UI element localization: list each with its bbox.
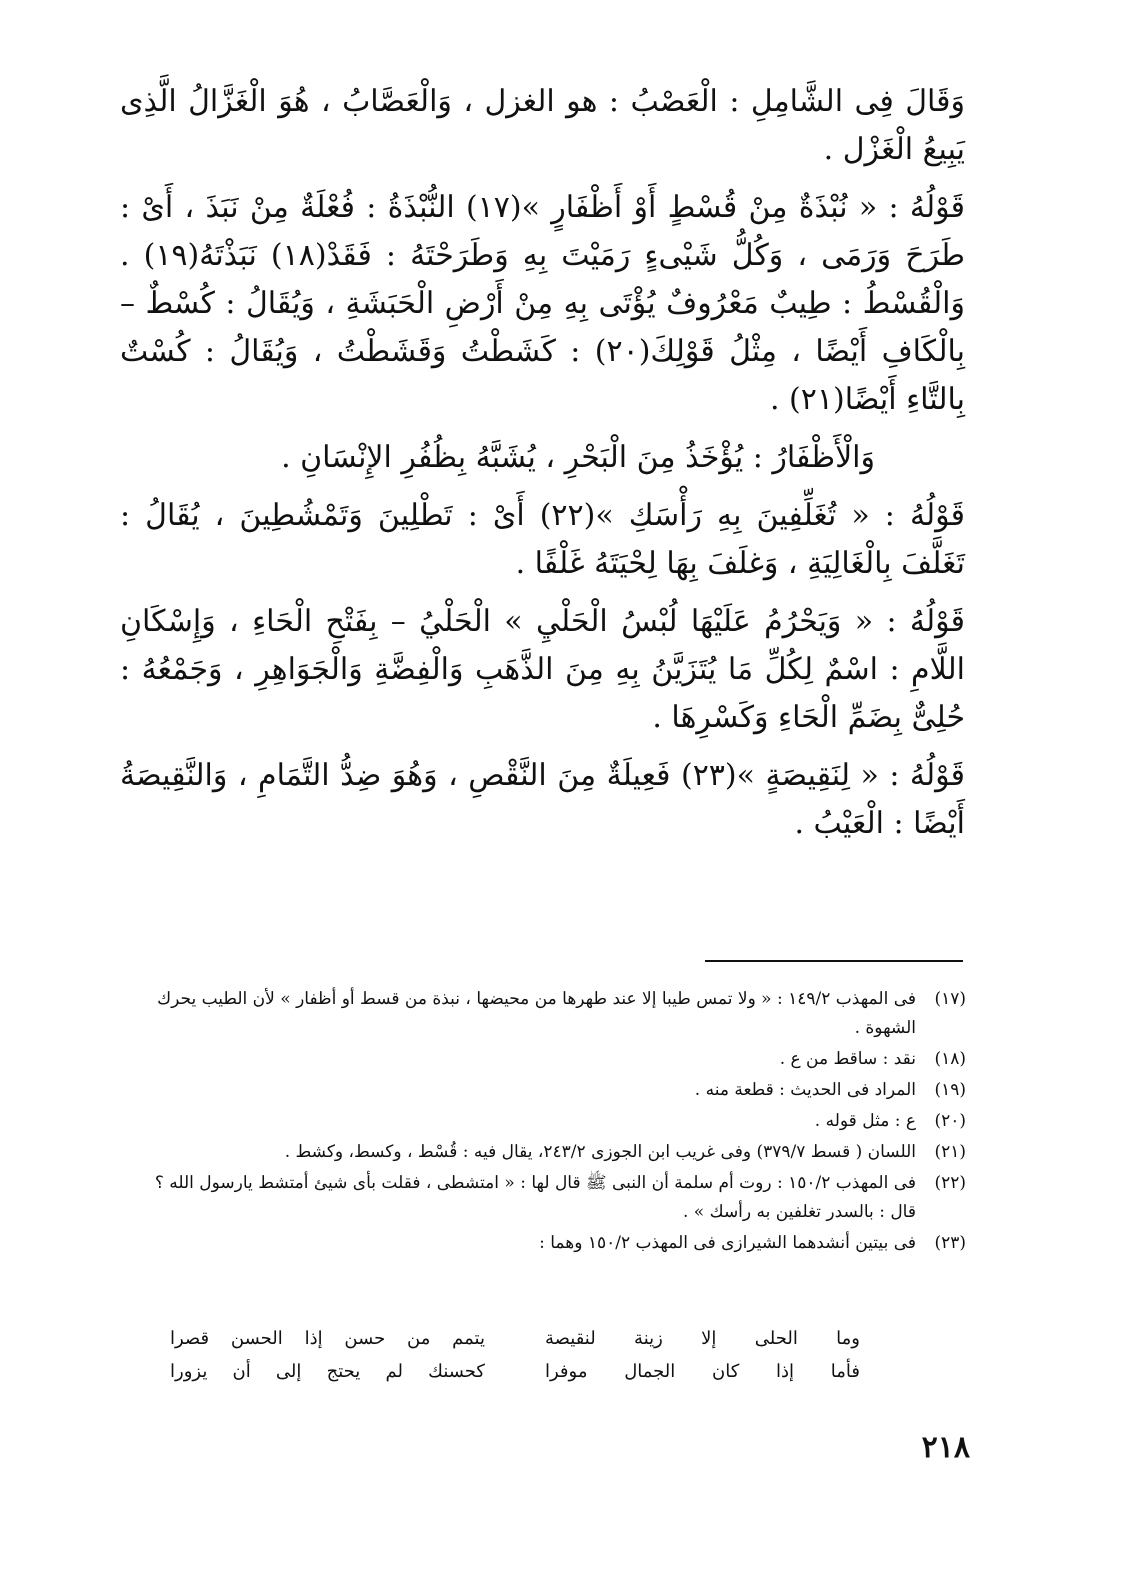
footnote-number: (١٧) bbox=[934, 989, 966, 1009]
footnote-number: (٢٠) bbox=[934, 1111, 966, 1131]
paragraph-shamil: وَقَالَ فِى الشَّامِلِ : الْعَصْبُ : هو الغزل ، وَالْعَصَّابُ ، هُوَ الْغَزَّالُ الَّذِى يَبِيعُ الْغَزْل . bbox=[120, 84, 965, 167]
paragraph-azfar: وَالْأَظْفَارُ : يُؤْخَذُ مِنَ الْبَحْرِ ، يُشَبَّهُ بِظُفُرِ الإِنْسَانِ . bbox=[281, 440, 875, 475]
poem-verse bbox=[170, 1322, 860, 1355]
page-number: ٢١٨ bbox=[921, 1430, 970, 1465]
footnote-17 bbox=[128, 985, 966, 1043]
paragraph-tughallifin: قَوْلُهُ : « تُغَلِّفِينَ بِهِ رَأْسَكِ »(٢٢) أَىْ : تَطْلِينَ وَتَمْشُطِينَ ، يُقَالُ : تَغَلَّفَ بِالْغَالِيَةِ ، وَغلَفَ بِهَا لِحْيَتَهُ غَلْفًا . bbox=[120, 498, 966, 581]
footnote-19 bbox=[128, 1076, 966, 1105]
main-text bbox=[120, 78, 965, 858]
footnote-text: فى المهذب ١٤٩/٢ : « ولا تمس طيبا إلا عند طهرها من محيضها ، نبذة من قسط أو أظفار » لأن الطيب يحرك الشهوة . bbox=[157, 989, 916, 1038]
footnote-number: (٢٣) bbox=[934, 1233, 966, 1253]
verse-second-hemistich: كحسنك لم يحتج إلى أن يزورا bbox=[170, 1361, 485, 1382]
verse-second-hemistich: يتمم من حسن إذا الحسن قصرا bbox=[170, 1328, 485, 1349]
poem-verse bbox=[170, 1355, 860, 1388]
footnote-text: فى بيتين أنشدهما الشيرازى فى المهذب ١٥٠/٢ وهما : bbox=[539, 1233, 916, 1253]
footnote-number: (١٨) bbox=[934, 1049, 966, 1069]
footnote-number: (٢١) bbox=[934, 1142, 966, 1162]
footnote-text: ع : مثل قوله . bbox=[814, 1111, 916, 1131]
footnote-number: (٢٢) bbox=[934, 1173, 966, 1193]
footnote-18 bbox=[128, 1045, 966, 1074]
footnote-text: اللسان ( قسط ٣٧٩/٧) وفى غريب ابن الجوزى ٢٤٣/٢، يقال فيه : قُسْط ، وكسط، وكشط . bbox=[284, 1142, 916, 1162]
footnote-21 bbox=[128, 1138, 966, 1167]
footnote-number: (١٩) bbox=[934, 1080, 966, 1100]
paragraph-nubdha: قَوْلُهُ : « نُبْذَةٌ مِنْ قُسْطٍ أَوْ أَظْفَارٍ »(١٧) النُّبْذَةُ : فُعْلَةٌ مِنْ نَبَذَ ، أَىْ : طَرَحَ وَرَمَى ، وَكُلُّ شَيْىءٍ رَمَيْتَ بِهِ وَطَرَحْتَهُ : فَقَدْ(١٨) نَبَذْتَهُ(١٩) . وَالْقُسْطُ : طِيبٌ مَعْرُوفٌ يُؤْتَى بِهِ مِنْ أَرْضِ الْحَبَشَةِ ، وَيُقَالُ : كُسْطٌ – بِالْكَافِ أَيْضًا ، مِثْلُ قَوْلِكَ(٢٠) : كَشَطْتُ وَقَشَطْتُ ، وَيُقَالُ : كُسْتٌ بِالتَّاءِ أَيْضًا(٢١) . bbox=[120, 190, 966, 417]
footnote-text: نقد : ساقط من ع . bbox=[779, 1049, 916, 1069]
footnote-text: فى المهذب ١٥٠/٢ : روت أم سلمة أن النبى ﷺ قال لها : « امتشطى ، فقلت بأى شيئ أمتشط يارسول الله ؟ قال : بالسدر تغلفين به رأسك » . bbox=[154, 1173, 916, 1222]
verse-first-hemistich: فأما إذا كان الجمال موفرا bbox=[545, 1361, 860, 1382]
paragraph-naqisa: قَوْلُهُ : « لِنَقِيصَةٍ »(٢٣) فَعِيلَةٌ مِنَ النَّقْصِ ، وَهُوَ ضِدُّ التَّمَامِ ، وَالنَّقِيصَةُ أَيْضًا : الْعَيْبُ . bbox=[120, 758, 965, 841]
poem-verses bbox=[170, 1322, 860, 1388]
paragraph-hali: قَوْلُهُ : « وَيَحْرُمُ عَلَيْهَا لُبْسُ الْحَلْيِ » الْحَلْيُ – بِفَتْحِ الْحَاءِ ، وَإِسْكَانِ اللَّامِ : اسْمٌ لِكُلِّ مَا يُتَزَيَّنُ بِهِ مِنَ الذَّهَبِ وَالْفِضَّةِ وَالْجَوَاهِرِ ، وَجَمْعُهُ : حُلِىٌّ بِضَمِّ الْحَاءِ وَكَسْرِهَا . bbox=[120, 604, 965, 735]
verse-first-hemistich: وما الحلى إلا زينة لنقيصة bbox=[545, 1328, 860, 1349]
footnote-22 bbox=[128, 1169, 966, 1227]
footnote-separator bbox=[705, 960, 963, 962]
footnote-20 bbox=[128, 1107, 966, 1136]
footnote-23 bbox=[128, 1229, 966, 1258]
footnotes bbox=[128, 985, 966, 1260]
footnote-text: المراد فى الحديث : قطعة منه . bbox=[694, 1080, 916, 1100]
